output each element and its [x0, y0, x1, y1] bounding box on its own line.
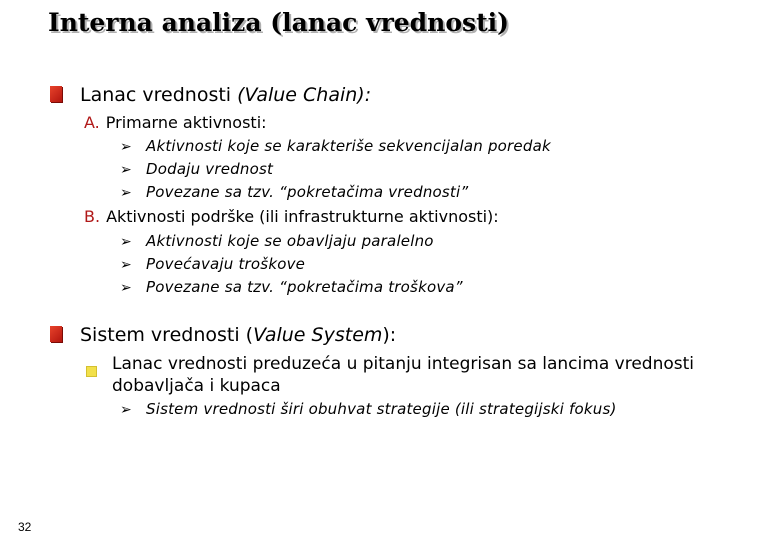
section-value-system-end: ): [382, 324, 397, 346]
subsection-a [84, 113, 267, 132]
list-item [120, 160, 273, 178]
arrowhead-bullet-icon: ➢ [120, 234, 132, 250]
arrowhead-bullet-icon: ➢ [120, 185, 132, 201]
subsection-b-text: Aktivnosti podrške (ili infrastrukturne aktivnosti): [106, 207, 499, 226]
list-item-text: Aktivnosti koje se obavljaju paralelno [146, 232, 434, 250]
section-value-system-italic: Value System [253, 324, 383, 346]
section-value-chain-label: Lanac vrednosti [80, 84, 238, 106]
arrowhead-bullet-icon: ➢ [120, 162, 132, 178]
section-value-system-label: Sistem vrednosti ( [80, 324, 254, 346]
slide-title: Interna analiza (lanac vrednosti) [48, 8, 509, 37]
subsection-a-text: Primarne aktivnosti: [105, 113, 267, 132]
yellow-square-bullet-icon [86, 366, 97, 377]
list-item [120, 137, 551, 155]
list-item [120, 278, 463, 296]
arrowhead-bullet-icon: ➢ [120, 139, 132, 155]
list-item-text: Sistem vrednosti širi obuhvat strategije (ili strategijski fokus) [146, 400, 617, 418]
subsection-b-letter: B. [84, 207, 101, 226]
subsection-a-letter: A. [84, 113, 100, 132]
list-item [120, 400, 617, 418]
section-value-chain-italic: (Value Chain [237, 84, 358, 106]
section-value-system-heading [80, 324, 396, 346]
arrowhead-bullet-icon: ➢ [120, 402, 132, 418]
page-number: 32 [18, 520, 32, 534]
red-square-bullet-icon [50, 86, 62, 102]
red-square-bullet-icon [50, 326, 62, 342]
list-item-text: Povećavaju troškove [146, 255, 306, 273]
arrowhead-bullet-icon: ➢ [120, 280, 132, 296]
section-value-chain-end: ): [357, 84, 372, 106]
list-item-text: Povezane sa tzv. “pokretačima troškova” [146, 278, 463, 296]
list-item-text: Aktivnosti koje se karakteriše sekvencijalan poredak [146, 137, 551, 155]
section-value-chain-heading [80, 84, 371, 106]
value-system-paragraph: Lanac vrednosti preduzeća u pitanju integrisan sa lancima vrednosti dobavljača i kupaca [112, 354, 694, 396]
list-item-text: Dodaju vrednost [146, 160, 274, 178]
list-item-text: Povezane sa tzv. “pokretačima vrednosti” [146, 183, 469, 201]
list-item [120, 232, 434, 250]
arrowhead-bullet-icon: ➢ [120, 257, 132, 273]
list-item [120, 183, 468, 201]
list-item [120, 255, 305, 273]
subsection-b [84, 207, 499, 226]
